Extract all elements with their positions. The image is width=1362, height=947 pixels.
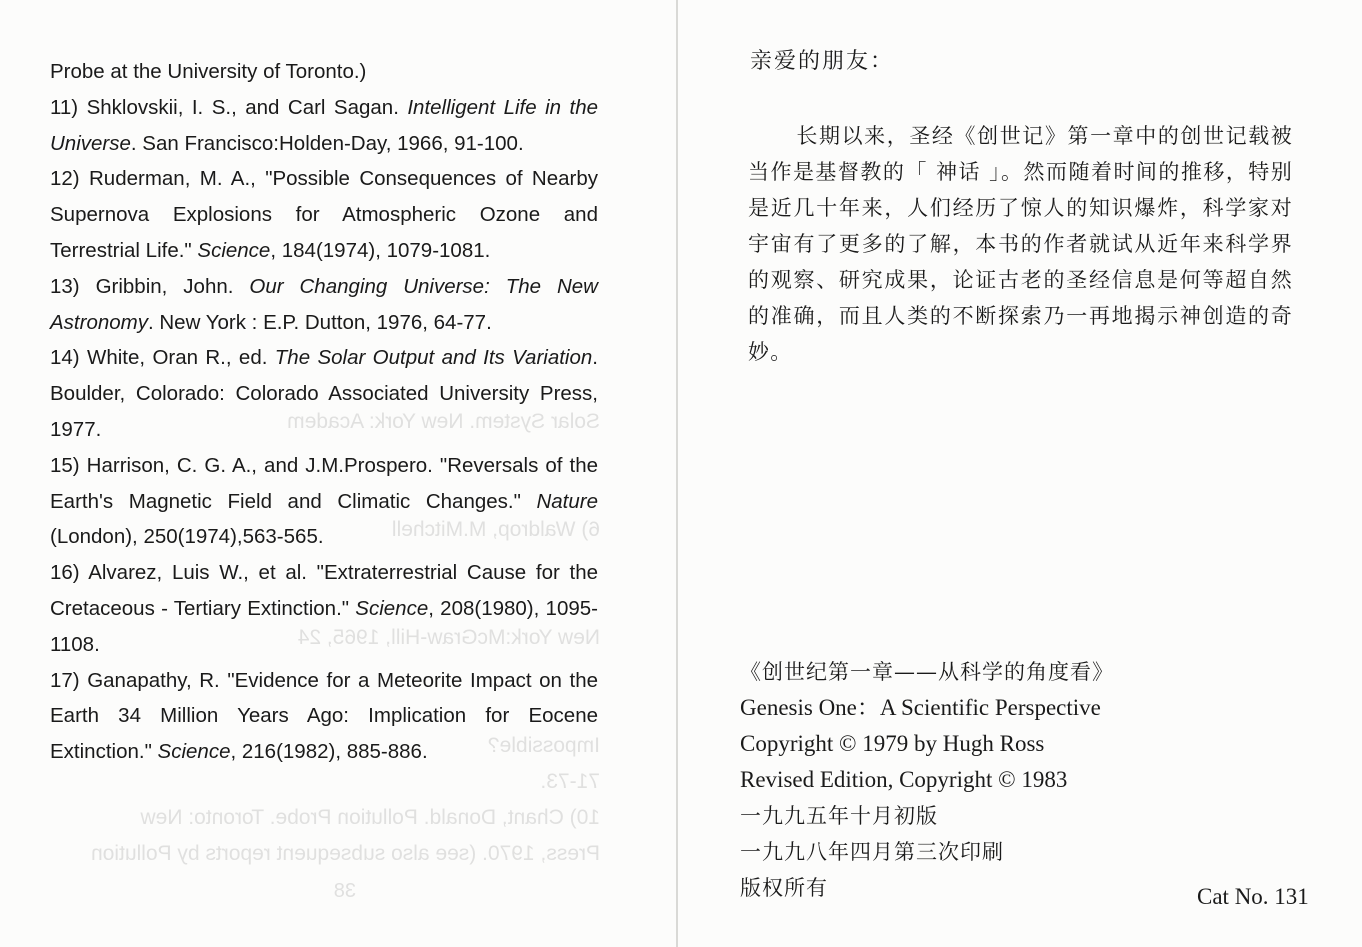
reference-text: 13) Gribbin, John. [50,274,250,298]
reference-ref-14 [50,340,598,447]
reference-ref-12 [50,161,598,268]
reference-text: , 216(1982), 885-886. [230,740,428,764]
greeting: 亲爱的朋友： [750,49,895,74]
ghost-line: Impossible? [487,734,600,757]
left-page [0,0,676,947]
reference-text: (London), 250(1974),563-565. [50,525,324,549]
copyright-line: Copyright © 1979 by Hugh Ross [740,731,1045,756]
preface-paragraph [748,118,1293,370]
catalog-number: Cat No. 131 [1197,884,1309,909]
reference-ref-15 [50,448,598,555]
reference-text: Probe at the University of Toronto.) [50,60,367,83]
reference-title-italic: Science [157,740,231,764]
reference-text: , 184(1974), 1079-1081. [270,238,491,262]
reference-ref-10-cont [50,54,598,90]
reference-text: 15) Harrison, C. G. A., and J.M.Prospero. "Reversals of the Earth's Magnetic Field and Climatic Changes." [50,453,598,513]
reference-ref-11 [50,90,598,162]
reference-title-italic: Our Changing Universe: The New Astronomy [50,274,598,334]
reference-text: . Boulder, Colorado: Colorado Associated University Press, 1977. [50,346,598,441]
ghost-line: 10) Chant, Donald. Pollution Probe. Toronto: New [140,806,600,829]
reference-text: 12) Ruderman, M. A., "Possible Consequences of Nearby Supernova Explosions for Atmospheric Ozone and Terrestrial Life." [50,167,598,262]
colophon [740,654,1114,906]
reference-ref-16 [50,555,598,662]
reference-list [50,54,598,770]
reference-text: 14) White, Oran R., ed. [50,346,275,370]
ghost-line: 71-73. [540,770,600,793]
ghost-line: 6) Waldrop, M.Mitchell [391,518,600,541]
reference-title-italic: The Solar Output and Its Variation [274,346,593,370]
reference-text: 16) Alvarez, Luis W., et al. "Extraterrestrial Cause for the Cretaceous - Tertiary Extinction." [50,561,598,620]
book-title-en: Genesis One：A Scientific Perspective [740,695,1101,720]
reference-title-italic: Science [197,238,271,262]
reference-text: , 208(1980), 1095-1108. [50,596,598,656]
reference-title-italic: Science [355,596,429,620]
ghost-line: Press, 1970. (see also subsequent reports by Pollution [91,842,600,865]
reference-text: . New York : E.P. Dutton, 1976, 64-77. [147,310,492,334]
reference-text: 17) Ganapathy, R. "Evidence for a Meteorite Impact on the Earth 34 Million Years Ago: Implication for Eocene Extinction." [50,668,598,764]
reference-text: . San Francisco:Holden-Day, 1966, 91-100. [130,131,524,155]
ghost-line: New York:McGraw-Hill, 1965, 24 [297,626,600,649]
preface-text: 长期以来，圣经《创世记》第一章中的创世记载被当作是基督教的「 神话 」。然而随着时间的推移，特别是近几十年来，人们经历了惊人的知识爆炸，科学家对宇宙有了更多的了解，本书的作者就试从近年来科学界的观察、研究成果，论证古老的圣经信息是何等超自然的准确，而且人类的不断探索乃一再地揭示神创造的奇妙。 [748,124,1293,364]
ghost-line: Solar System. New York: Academ [287,410,600,433]
rights-reserved: 版权所有 [740,876,828,900]
third-printing-line: 一九九八年四月第三次印刷 [740,840,1004,864]
ghost-page-number: 38 [333,880,356,902]
revised-edition-line: Revised Edition, Copyright © 1983 [740,767,1068,792]
book-title-cn: 《创世纪第一章——从科学的角度看》 [740,660,1114,684]
reference-ref-13 [50,269,598,341]
first-printing-line: 一九九五年十月初版 [740,804,938,828]
reference-ref-17 [50,663,598,770]
reference-title-italic: Nature [536,489,598,513]
reference-title-italic: Intelligent Life in the Universe [50,95,598,155]
reference-text: 11) Shklovskii, I. S., and Carl Sagan. [50,95,408,119]
